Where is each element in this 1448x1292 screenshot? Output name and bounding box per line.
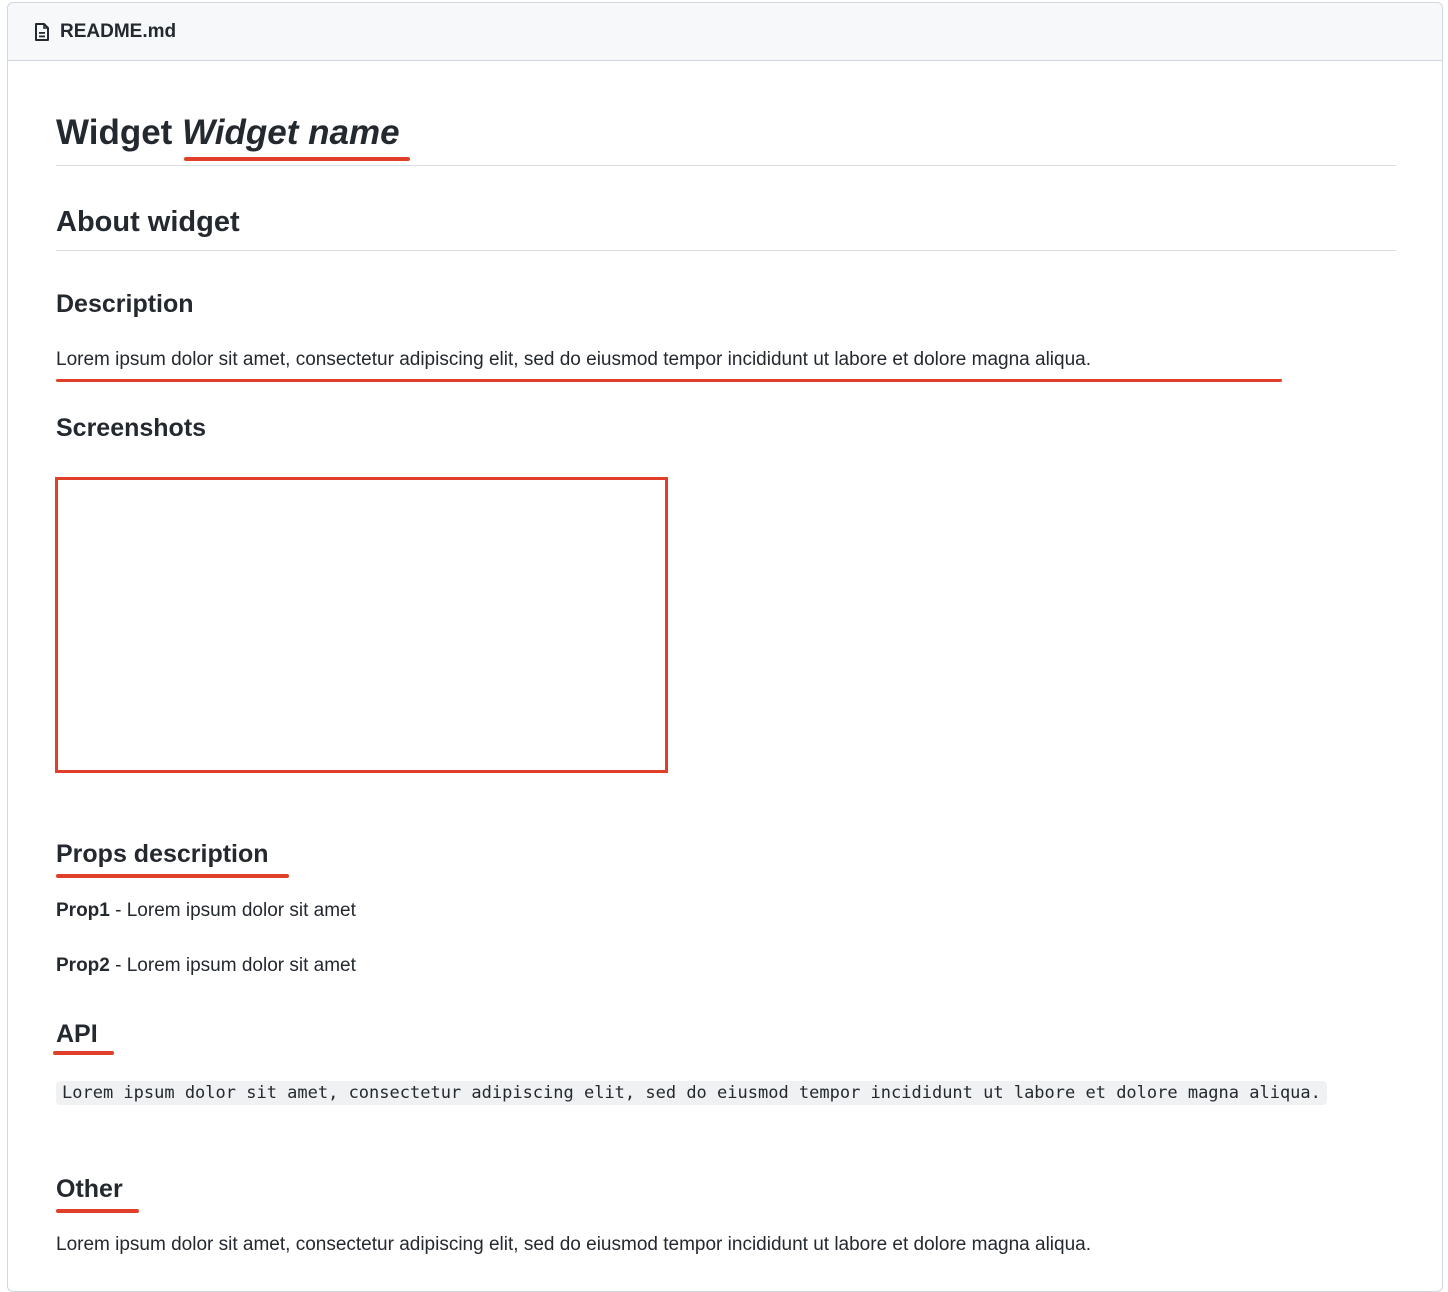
file-header bbox=[8, 3, 1442, 61]
about-heading: About widget bbox=[56, 206, 240, 238]
screenshot-placeholder bbox=[55, 477, 668, 773]
prop-name: Prop1 bbox=[56, 900, 110, 921]
file-name[interactable]: README.md bbox=[60, 20, 177, 42]
annotation-underline-props bbox=[56, 874, 289, 878]
prop-text: - Lorem ipsum dolor sit amet bbox=[109, 955, 356, 976]
annotation-underline-other bbox=[56, 1209, 139, 1213]
title-divider bbox=[56, 165, 1396, 166]
widget-name: Widget name bbox=[182, 113, 400, 152]
api-code: Lorem ipsum dolor sit amet, consectetur adipiscing elit, sed do eiusmod tempor incididunt ut labore et dolore magna aliqua. bbox=[56, 1081, 1327, 1105]
about-divider bbox=[56, 250, 1396, 251]
readme-file-viewer bbox=[7, 2, 1443, 1292]
annotation-underline-title bbox=[184, 157, 410, 161]
screenshots-heading: Screenshots bbox=[56, 414, 207, 442]
title-prefix: Widget bbox=[56, 113, 173, 152]
description-text: Lorem ipsum dolor sit amet, consectetur adipiscing elit, sed do eiusmod tempor incididunt ut labore et dolore magna aliqua. bbox=[56, 349, 1092, 370]
annotation-underline-api bbox=[53, 1051, 114, 1055]
props-heading: Props description bbox=[56, 840, 269, 868]
page-title bbox=[56, 111, 400, 155]
file-icon bbox=[34, 23, 50, 41]
prop-item bbox=[56, 897, 356, 925]
api-heading: API bbox=[56, 1020, 98, 1048]
prop-name: Prop2 bbox=[56, 955, 110, 976]
other-heading: Other bbox=[56, 1175, 123, 1203]
prop-item bbox=[56, 952, 356, 980]
prop-text: - Lorem ipsum dolor sit amet bbox=[109, 900, 356, 921]
api-code-block bbox=[56, 1077, 1382, 1109]
other-text: Lorem ipsum dolor sit amet, consectetur adipiscing elit, sed do eiusmod tempor incididunt ut labore et dolore magna aliqua. bbox=[56, 1234, 1092, 1255]
annotation-underline-description bbox=[56, 379, 1282, 382]
description-heading: Description bbox=[56, 290, 194, 318]
